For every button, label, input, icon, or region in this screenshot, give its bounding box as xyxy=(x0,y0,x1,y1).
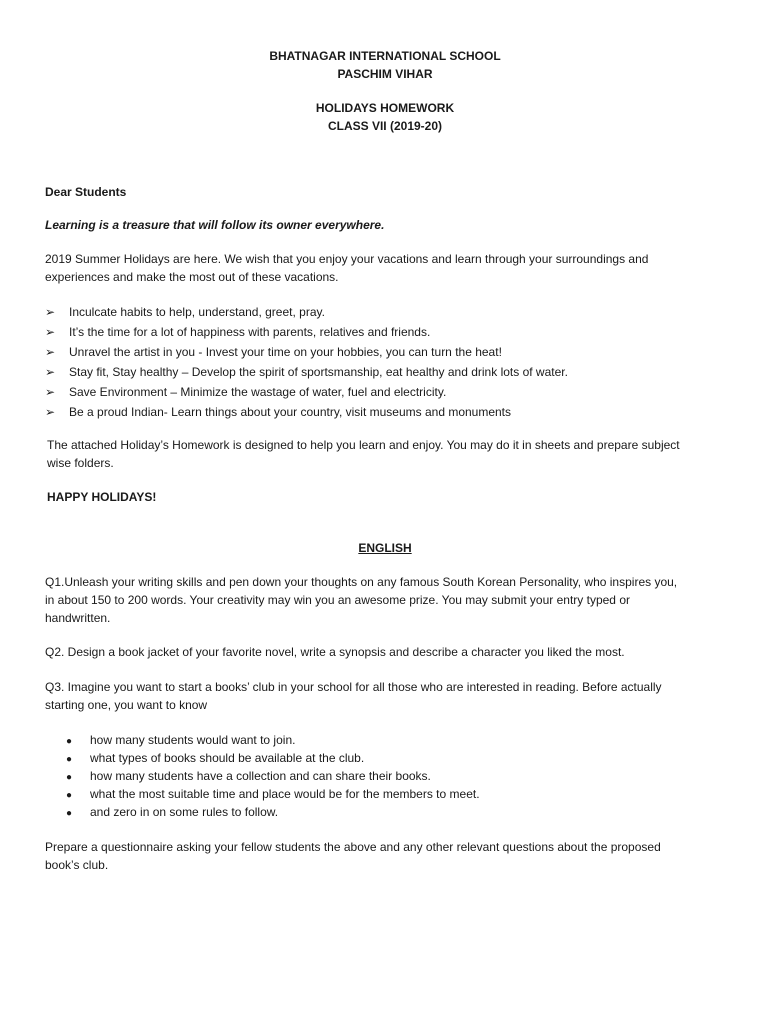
arrow-bullet-icon: ➢ xyxy=(45,365,56,379)
bullet-dot-icon: ● xyxy=(66,736,73,747)
question-line: handwritten. xyxy=(45,611,111,625)
intro-paragraph xyxy=(45,250,725,286)
note-line: wise folders. xyxy=(47,456,114,470)
question-2: Q2. Design a book jacket of your favorite novel, write a synopsis and describe a character you liked the most. xyxy=(45,645,625,659)
list-item-text: what types of books should be available at the club. xyxy=(90,751,365,765)
school-location: PASCHIM VIHAR xyxy=(337,67,433,81)
prepare-line: Prepare a questionnaire asking your fellow students the above and any other relevant questions about the proposed xyxy=(45,840,661,854)
bullet-dot-icon: ● xyxy=(66,754,73,765)
attached-note xyxy=(47,436,727,472)
list-item-text: Unravel the artist in you - Invest your time on your hobbies, you can turn the heat! xyxy=(69,345,502,359)
arrow-bullet-icon: ➢ xyxy=(45,305,56,319)
question-line: starting one, you want to know xyxy=(45,698,208,712)
class-info: CLASS VII (2019-20) xyxy=(327,119,443,133)
list-item xyxy=(66,731,480,749)
list-item xyxy=(66,749,480,767)
list-item-text: Be a proud Indian- Learn things about your country, visit museums and monuments xyxy=(69,405,512,419)
note-line: The attached Holiday’s Homework is designed to help you learn and enjoy. You may do it in sheets and prepare subject xyxy=(47,438,680,452)
list-item-text: It’s the time for a lot of happiness with parents, relatives and friends. xyxy=(69,325,431,339)
prepare-paragraph xyxy=(45,838,725,874)
list-item-text: how many students have a collection and can share their books. xyxy=(90,769,431,783)
list-item-text: how many students would want to join. xyxy=(90,733,296,747)
arrow-bullet-icon: ➢ xyxy=(45,325,56,339)
question-line: in about 150 to 200 words. Your creativity may win you an awesome prize. You may submit your entry typed or xyxy=(45,593,630,607)
intro-line: experiences and make the most out of these vacations. xyxy=(45,270,339,284)
section-heading-english: ENGLISH xyxy=(358,541,412,555)
list-item xyxy=(66,767,480,785)
school-name: BHATNAGAR INTERNATIONAL SCHOOL xyxy=(269,49,501,63)
list-item-text: what the most suitable time and place would be for the members to meet. xyxy=(90,787,480,801)
greeting: Dear Students xyxy=(45,185,127,199)
list-item-text: Save Environment – Minimize the wastage of water, fuel and electricity. xyxy=(69,385,447,399)
list-item-text: Inculcate habits to help, understand, greet, pray. xyxy=(69,305,325,319)
list-item-text: Stay fit, Stay healthy – Develop the spirit of sportsmanship, eat healthy and drink lots of water. xyxy=(69,365,568,379)
list-item xyxy=(45,343,568,363)
list-item xyxy=(45,383,568,403)
bullet-dot-icon: ● xyxy=(66,790,73,801)
list-item xyxy=(45,323,568,343)
q3-bullet-list xyxy=(66,731,480,821)
list-item xyxy=(45,403,568,423)
list-item xyxy=(66,803,480,821)
document-title: HOLIDAYS HOMEWORK xyxy=(315,101,455,115)
quote: Learning is a treasure that will follow its owner everywhere. xyxy=(45,218,385,232)
tips-list xyxy=(45,303,568,423)
question-3 xyxy=(45,678,725,714)
arrow-bullet-icon: ➢ xyxy=(45,385,56,399)
bullet-dot-icon: ● xyxy=(66,772,73,783)
list-item xyxy=(45,303,568,323)
question-1 xyxy=(45,573,725,627)
list-item-text: and zero in on some rules to follow. xyxy=(90,805,279,819)
question-line: Q3. Imagine you want to start a books’ club in your school for all those who are interested in reading. Before actually xyxy=(45,680,662,694)
list-item xyxy=(66,785,480,803)
closing-text: HAPPY HOLIDAYS! xyxy=(47,490,157,504)
list-item xyxy=(45,363,568,383)
arrow-bullet-icon: ➢ xyxy=(45,405,56,419)
intro-line: 2019 Summer Holidays are here. We wish that you enjoy your vacations and learn through your surroundings and xyxy=(45,252,649,266)
question-line: Q1.Unleash your writing skills and pen down your thoughts on any famous South Korean Personality, who inspires you, xyxy=(45,575,678,589)
prepare-line: book’s club. xyxy=(45,858,109,872)
arrow-bullet-icon: ➢ xyxy=(45,345,56,359)
bullet-dot-icon: ● xyxy=(66,808,73,819)
